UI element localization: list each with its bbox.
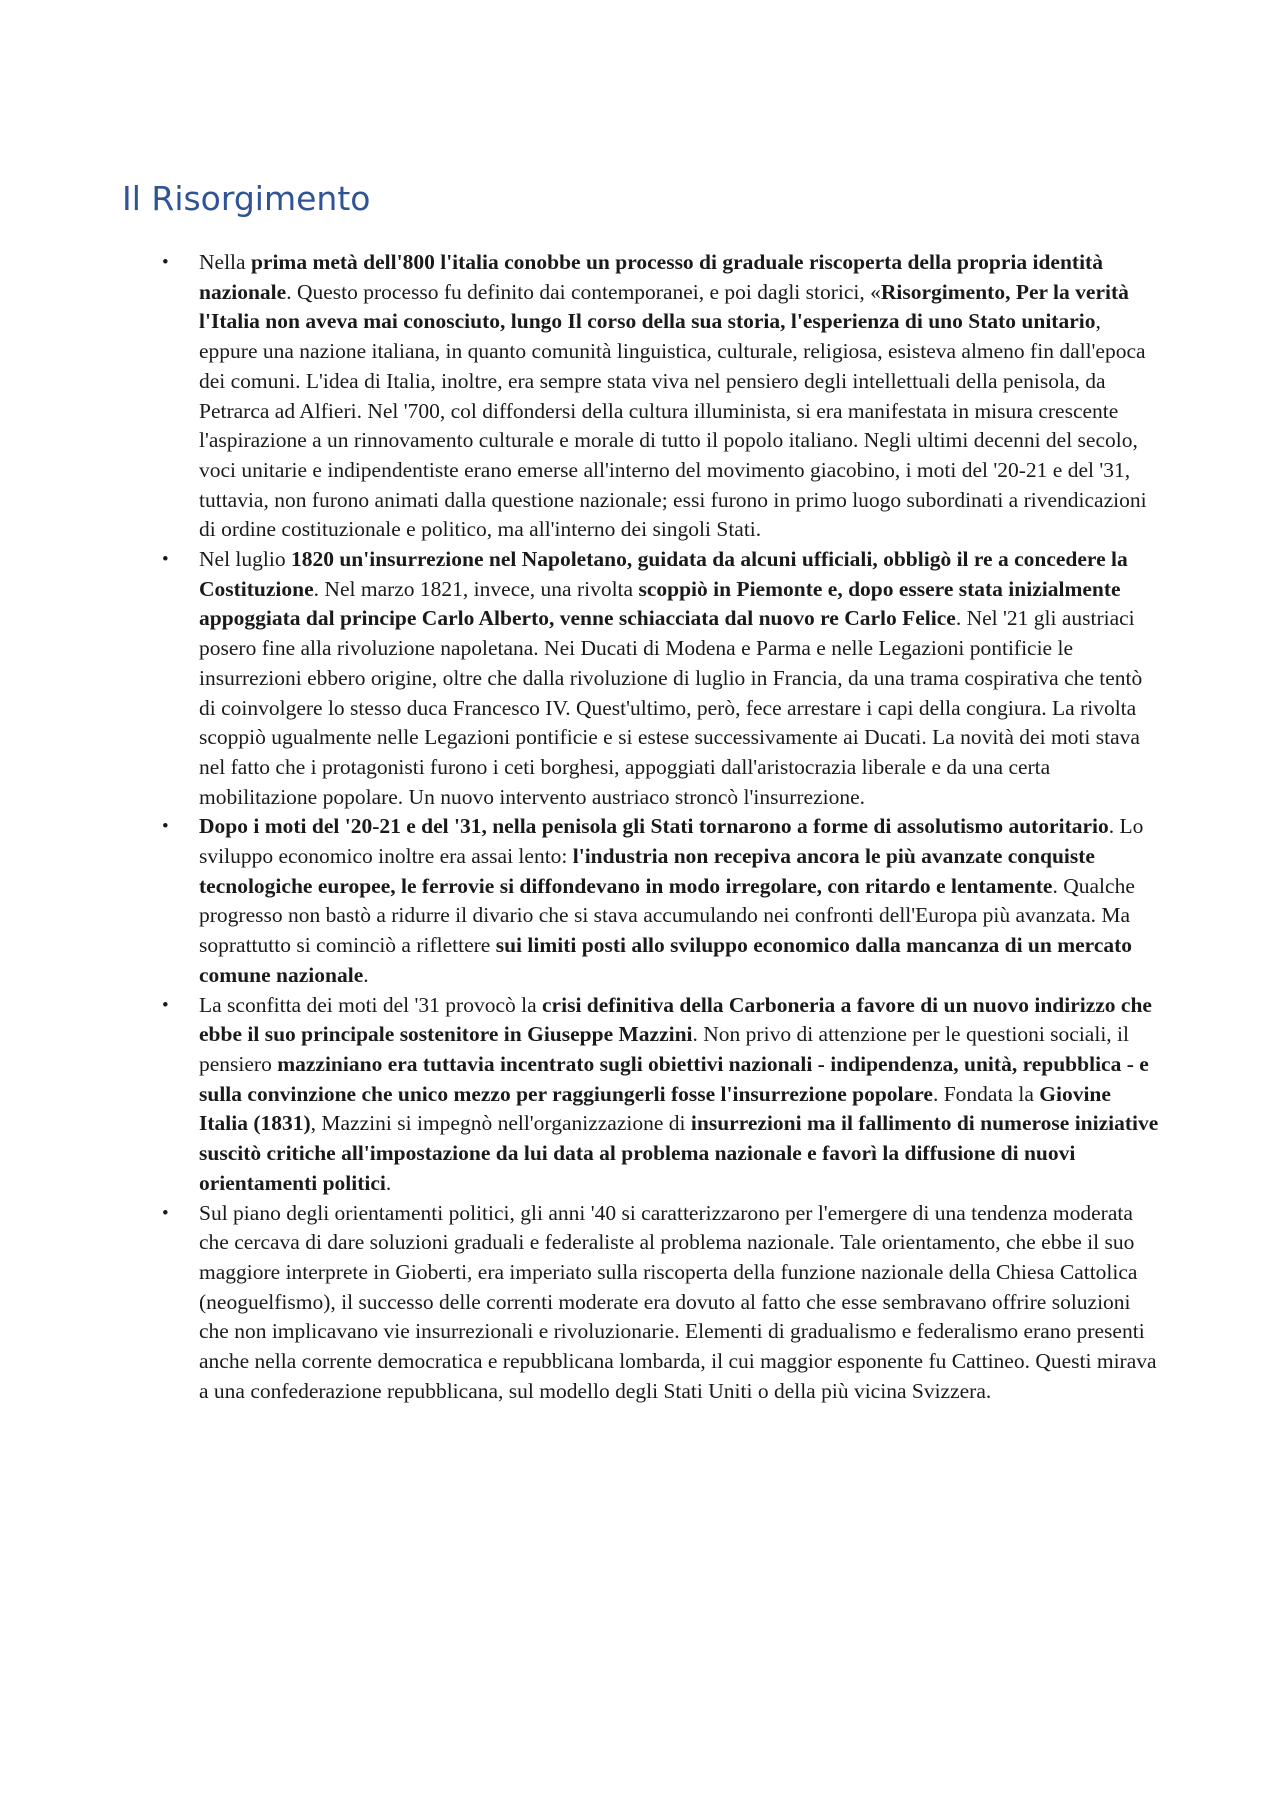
list-item xyxy=(162,1199,1159,1407)
list-item xyxy=(162,991,1159,1199)
bold-text: 1820 un'insurrezione nel Napoletano, guidata da alcuni ufficiali, obbligò il re a concedere la Costituzione xyxy=(199,547,1128,601)
body-text: . Fondata la xyxy=(932,1081,1040,1106)
bold-text: sui limiti posti allo sviluppo economico dalla mancanza di un mercato comune nazionale xyxy=(199,933,1133,987)
bold-text: crisi definitiva della Carboneria a favore di un nuovo indirizzo che ebbe il suo principale sostenitore in Giuseppe Mazzini xyxy=(199,992,1152,1047)
body-text: . xyxy=(385,1170,392,1195)
bold-text: Dopo i moti del '20-21 e del '31, nella penisola gli Stati tornarono a forme di assolutismo autoritario xyxy=(199,814,1109,839)
list-item xyxy=(162,545,1159,812)
bold-text: Giovine Italia (1831) xyxy=(199,1081,1111,1136)
bold-text: mazziniano era tuttavia incentrato sugli obiettivi nazionali - indipendenza, unità, repubblica - e sulla convinzione che unico mezzo per raggiungerli fosse l'insurrezione popolare xyxy=(199,1051,1149,1106)
body-text: Nel luglio xyxy=(199,547,291,572)
body-text: . Nel marzo 1821, invece, una rivolta xyxy=(313,576,639,601)
body-text: . Non privo di attenzione per le questioni sociali, il pensiero xyxy=(199,1022,1129,1076)
body-text: . Lo sviluppo economico inoltre era assai lento: xyxy=(199,814,1144,869)
bold-text: scoppiò in Piemonte e, dopo essere stata inizialmente appoggiata dal principe Carlo Alberto, venne schiacciata dal nuovo re Carlo Felice xyxy=(199,576,1121,631)
body-text: Nella xyxy=(199,250,251,274)
bold-text: prima metà dell'800 l'italia conobbe un processo di graduale riscoperta della propria identità nazionale xyxy=(199,250,1103,304)
body-text: . Nel '21 gli austriaci posero fine alla rivoluzione napoletana. Nei Ducati di Modena e Parma e nelle Legazioni pontificie le insurrezioni ebbero origine, oltre che dalla rivoluzione di luglio in Francia, da una trama cospirativa che tentò di coinvolgere lo stesso duca Francesco IV. Quest'ultimo, però, fece arrestare i capi della congiura. La rivolta scoppiò ugualmente nelle Legazioni pontificie e si estese successivamente ai Ducati. La novità dei moti stava nel fatto che i protagonisti furono i ceti borghesi, appoggiati dall'aristocrazia liberale e da una certa mobilitazione popolare. Un nuovo intervento austriaco stroncò l'insurrezione. xyxy=(199,606,1143,809)
bullet-icon: • xyxy=(162,994,169,1016)
bullet-icon: • xyxy=(162,549,169,571)
bold-text: insurrezioni ma il fallimento di numerose iniziative suscitò critiche all'impostazione da lui data al problema nazionale e favorì la diffusione di nuovi orientamenti politici xyxy=(199,1111,1159,1195)
page-title: Il Risorgimento xyxy=(122,179,371,218)
list-item xyxy=(162,812,1159,990)
bullet-list xyxy=(162,248,1159,1406)
body-text: . Questo processo fu definito dai contemporanei, e poi dagli storici, « xyxy=(286,279,881,304)
body-text: . xyxy=(363,962,369,987)
bullet-icon: • xyxy=(162,1202,169,1224)
bullet-icon: • xyxy=(162,816,169,838)
body-text: Sul piano degli orientamenti politici, gli anni '40 si caratterizzarono per l'emergere di una tendenza moderata che cercava di dare soluzioni graduali e federaliste al problema nazionale. Tale orientamento, che ebbe il suo maggiore interprete in Gioberti, era imperiato sulla riscoperta della funzione nazionale della Chiesa Cattolica (neoguelfismo), il successo delle correnti moderate era dovuto al fatto che esse sembravano offrire soluzioni che non implicavano vie insurrezionali e rivoluzionarie. Elementi di gradualismo e federalismo erano presenti anche nella corrente democratica e repubblicana lombarda, il cui maggior esponente fu Cattineo. Questi mirava a una confederazione repubblicana, sul modello degli Stati Uniti o della più vicina Svizzera. xyxy=(199,1200,1157,1403)
body-text: La sconfitta dei moti del '31 provocò la xyxy=(199,992,543,1017)
list-item xyxy=(162,248,1159,545)
body-text: , eppure una nazione italiana, in quanto comunità linguistica, culturale, religiosa, esisteva almeno fin dall'epoca dei comuni. L'idea di Italia, inoltre, era sempre stata viva nel pensiero degli intellettuali della penisola, da Petrarca ad Alfieri. Nel '700, col diffondersi della cultura illuminista, si era manifestata in misura crescente l'aspirazione a un rinnovamento culturale e morale di tutto il popolo italiano. Negli ultimi decenni del secolo, voci unitarie e indipendentiste erano emerse all'interno del movimento giacobino, i moti del '20-21 e del '31, tuttavia, non furono animati dalla questione nazionale; essi furono in primo luogo subordinati a rivendicazioni di ordine costituzionale e politico, ma all'interno dei singoli Stati. xyxy=(199,309,1147,542)
body-text: . Qualche progresso non bastò a ridurre il divario che si stava accumulando nei confronti dell'Europa più avanzata. Ma soprattutto si cominciò a riflettere xyxy=(199,873,1135,958)
bullet-icon: • xyxy=(162,252,169,273)
bold-text: Risorgimento, Per la verità l'Italia non aveva mai conosciuto, lungo Il corso della sua storia, l'esperienza di uno Stato unitario xyxy=(199,279,1129,334)
bold-text: l'industria non recepiva ancora le più avanzate conquiste tecnologiche europee, le ferrovie si diffondevano in modo irregolare, con ritardo e lentamente xyxy=(199,844,1095,898)
body-text: , Mazzini si impegnò nell'organizzazione di xyxy=(310,1111,691,1136)
